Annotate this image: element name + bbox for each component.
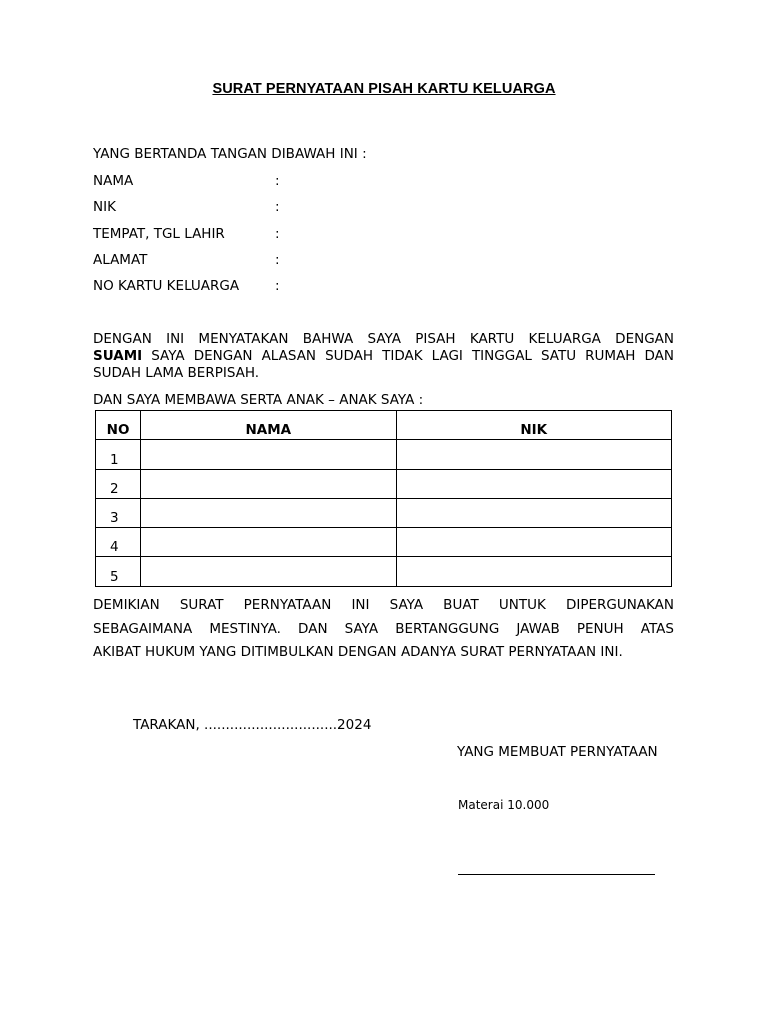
table-cell-nik[interactable]	[396, 440, 671, 469]
closing-paragraph	[93, 594, 674, 665]
statement-line-3: SUDAH LAMA BERPISAH.	[93, 365, 260, 381]
statement-line-2-rest: SAYA DENGAN ALASAN SUDAH TIDAK LAGI TINGGAL SATU RUMAH DAN	[142, 348, 674, 364]
statement-bold-suami: SUAMI	[93, 348, 143, 364]
statement-line-1: DENGAN INI MENYATAKAN BAHWA SAYA PISAH KARTU KELUARGA DENGAN	[93, 331, 674, 347]
closing-line-2: SEBAGAIMANA MESTINYA. DAN SAYA BERTANGGUNG JAWAB PENUH ATAS	[93, 620, 674, 637]
table-cell-nama[interactable]	[141, 528, 396, 557]
table-cell-no: 4	[96, 528, 141, 557]
statement-line-2	[93, 348, 674, 365]
intro-text: YANG BERTANDA TANGAN DIBAWAH INI :	[93, 146, 367, 162]
field-label-alamat: ALAMAT	[93, 252, 148, 268]
table-header-row	[96, 411, 672, 440]
statement-paragraph	[93, 331, 674, 382]
table-cell-nik[interactable]	[396, 469, 671, 498]
materai-label: Materai 10.000	[458, 798, 550, 812]
field-label-nama: NAMA	[93, 173, 134, 189]
closing-line-3: AKIBAT HUKUM YANG DITIMBULKAN DENGAN ADANYA SURAT PERNYATAAN INI.	[93, 644, 623, 660]
field-colon-tempat-tgl-lahir: :	[275, 226, 280, 242]
table-cell-nama[interactable]	[141, 440, 396, 469]
table-cell-nama[interactable]	[141, 498, 396, 527]
field-label-nik: NIK	[93, 199, 116, 215]
field-label-tempat-tgl-lahir: TEMPAT, TGL LAHIR	[93, 226, 225, 242]
field-colon-nama: :	[275, 173, 280, 189]
table-cell-nik[interactable]	[396, 528, 671, 557]
closing-line-1: DEMIKIAN SURAT PERNYATAAN INI SAYA BUAT UNTUK DIPERGUNAKAN	[93, 597, 674, 613]
table-cell-nama[interactable]	[141, 469, 396, 498]
table-row	[96, 498, 672, 527]
document-title: SURAT PERNYATAAN PISAH KARTU KELUARGA	[212, 81, 556, 97]
field-colon-alamat: :	[275, 252, 280, 268]
children-table	[95, 410, 672, 587]
table-cell-no: 3	[96, 498, 141, 527]
table-cell-nama[interactable]	[141, 557, 396, 586]
field-label-no-kk: NO KARTU KELUARGA	[93, 278, 240, 294]
place-date: TARAKAN, ...............................2024	[133, 717, 372, 733]
table-header-nama: NAMA	[141, 411, 396, 440]
table-cell-no: 5	[96, 557, 141, 586]
children-intro-text: DAN SAYA MEMBAWA SERTA ANAK – ANAK SAYA :	[93, 392, 424, 408]
table-row	[96, 528, 672, 557]
table-cell-no: 1	[96, 440, 141, 469]
table-cell-no: 2	[96, 469, 141, 498]
table-header-no: NO	[96, 411, 141, 440]
table-row	[96, 469, 672, 498]
field-colon-nik: :	[275, 199, 280, 215]
table-cell-nik[interactable]	[396, 498, 671, 527]
field-colon-no-kk: :	[275, 278, 280, 294]
table-header-nik: NIK	[396, 411, 671, 440]
table-row	[96, 557, 672, 586]
signer-label: YANG MEMBUAT PERNYATAAN	[457, 744, 658, 760]
table-cell-nik[interactable]	[396, 557, 671, 586]
table-row	[96, 440, 672, 469]
signature-line	[458, 874, 655, 875]
